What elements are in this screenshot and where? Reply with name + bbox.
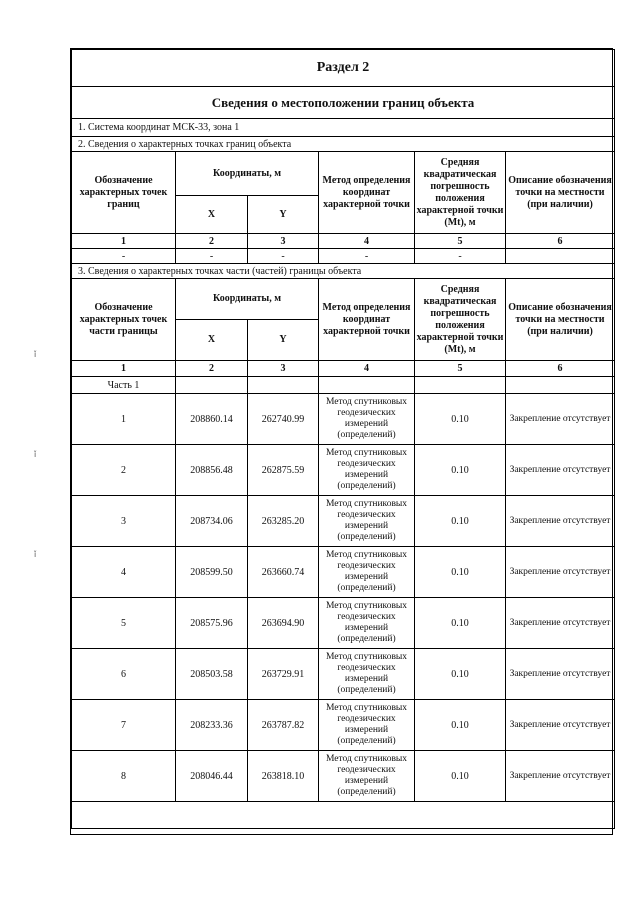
col-coordinates: Координаты, м: [176, 152, 319, 196]
part-label: Часть 1: [72, 377, 176, 394]
coord-system-line: 1. Система координат МСК-33, зона 1: [72, 119, 615, 137]
table-cell: -: [415, 249, 506, 264]
table-cell: -: [319, 249, 415, 264]
error-cell: 0.10: [415, 547, 506, 598]
table-cell: -: [248, 249, 319, 264]
coord-x: 208856.48: [176, 445, 248, 496]
table-row: [72, 496, 615, 547]
col-number: 3: [248, 234, 319, 249]
col-y: Y: [248, 320, 319, 361]
col-number: 4: [319, 361, 415, 377]
boundary-table: [71, 49, 615, 829]
coord-x: 208503.58: [176, 649, 248, 700]
margin-mark: ǐ: [34, 450, 37, 459]
table-row: [72, 394, 615, 445]
col-coordinates: Координаты, м: [176, 279, 319, 320]
margin-mark: ǐ: [34, 550, 37, 559]
error-cell: 0.10: [415, 496, 506, 547]
point-number: 2: [72, 445, 176, 496]
col-number: 5: [415, 234, 506, 249]
coord-x: 208734.06: [176, 496, 248, 547]
point-number: 6: [72, 649, 176, 700]
method-cell: Метод спутниковых геодезических измерений (определений): [319, 547, 415, 598]
description-cell: Закрепление отсутствует: [506, 496, 615, 547]
table-cell: -: [72, 249, 176, 264]
table-row: [72, 751, 615, 802]
method-cell: Метод спутниковых геодезических измерений (определений): [319, 394, 415, 445]
coord-y: 263818.10: [248, 751, 319, 802]
margin-mark: ǐ: [34, 350, 37, 359]
col-method: Метод определения координат характерной точки: [319, 152, 415, 234]
coord-y: 263660.74: [248, 547, 319, 598]
coord-y: 263694.90: [248, 598, 319, 649]
coord-x: 208860.14: [176, 394, 248, 445]
col-method: Метод определения координат характерной точки: [319, 279, 415, 361]
col-error: Средняя квадратическая погрешность положения характерной точки (Mt), м: [415, 152, 506, 234]
col-number: 5: [415, 361, 506, 377]
page-subtitle: Сведения о местоположении границ объекта: [72, 87, 615, 119]
point-number: 5: [72, 598, 176, 649]
col-description: Описание обозначения точки на местности (при наличии): [506, 152, 615, 234]
col-number: 6: [506, 361, 615, 377]
method-cell: Метод спутниковых геодезических измерений (определений): [319, 751, 415, 802]
section2-title: 2. Сведения о характерных точках границ объекта: [72, 137, 615, 152]
col-point-label: Обозначение характерных точек части границы: [72, 279, 176, 361]
point-number: 7: [72, 700, 176, 751]
coord-y: 263729.91: [248, 649, 319, 700]
col-x: X: [176, 196, 248, 234]
point-number: 3: [72, 496, 176, 547]
description-cell: Закрепление отсутствует: [506, 394, 615, 445]
method-cell: Метод спутниковых геодезических измерений (определений): [319, 598, 415, 649]
error-cell: 0.10: [415, 598, 506, 649]
coord-y: 263787.82: [248, 700, 319, 751]
table-cell: [506, 249, 615, 264]
col-number: 6: [506, 234, 615, 249]
table-row: [72, 445, 615, 496]
section3-title: 3. Сведения о характерных точках части (частей) границы объекта: [72, 264, 615, 279]
coord-x: 208599.50: [176, 547, 248, 598]
coord-x: 208575.96: [176, 598, 248, 649]
point-number: 8: [72, 751, 176, 802]
table-row: [72, 249, 615, 264]
col-y: Y: [248, 196, 319, 234]
col-error: Средняя квадратическая погрешность положения характерной точки (Mt), м: [415, 279, 506, 361]
description-cell: Закрепление отсутствует: [506, 751, 615, 802]
document-frame: [70, 48, 613, 835]
description-cell: Закрепление отсутствует: [506, 598, 615, 649]
footer-empty-row: [72, 802, 615, 829]
description-cell: Закрепление отсутствует: [506, 547, 615, 598]
col-description: Описание обозначения точки на местности (при наличии): [506, 279, 615, 361]
coord-x: 208233.36: [176, 700, 248, 751]
col-number: 2: [176, 361, 248, 377]
method-cell: Метод спутниковых геодезических измерений (определений): [319, 649, 415, 700]
error-cell: 0.10: [415, 700, 506, 751]
method-cell: Метод спутниковых геодезических измерений (определений): [319, 700, 415, 751]
point-number: 1: [72, 394, 176, 445]
coord-y: 262740.99: [248, 394, 319, 445]
table-row: [72, 547, 615, 598]
col-point-label: Обозначение характерных точек границ: [72, 152, 176, 234]
col-number: 1: [72, 234, 176, 249]
coord-x: 208046.44: [176, 751, 248, 802]
error-cell: 0.10: [415, 649, 506, 700]
table-row: [72, 649, 615, 700]
coord-y: 262875.59: [248, 445, 319, 496]
col-number: 3: [248, 361, 319, 377]
col-number: 2: [176, 234, 248, 249]
table-cell: -: [176, 249, 248, 264]
description-cell: Закрепление отсутствует: [506, 649, 615, 700]
error-cell: 0.10: [415, 751, 506, 802]
description-cell: Закрепление отсутствует: [506, 445, 615, 496]
col-x: X: [176, 320, 248, 361]
method-cell: Метод спутниковых геодезических измерений (определений): [319, 445, 415, 496]
point-number: 4: [72, 547, 176, 598]
description-cell: Закрепление отсутствует: [506, 700, 615, 751]
error-cell: 0.10: [415, 394, 506, 445]
table-row: [72, 598, 615, 649]
error-cell: 0.10: [415, 445, 506, 496]
section-title: Раздел 2: [72, 50, 615, 87]
method-cell: Метод спутниковых геодезических измерений (определений): [319, 496, 415, 547]
col-number: 4: [319, 234, 415, 249]
table-row: [72, 700, 615, 751]
coord-y: 263285.20: [248, 496, 319, 547]
col-number: 1: [72, 361, 176, 377]
